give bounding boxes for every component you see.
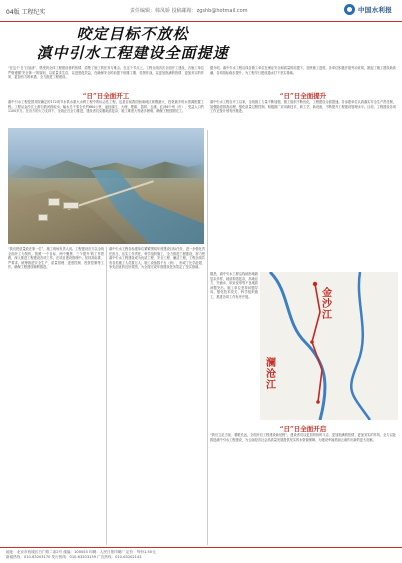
jinsha-river-label: 金沙江 xyxy=(322,288,332,321)
logo-text: 中国水利报 xyxy=(358,6,392,14)
lower-middle-column: 滇中引水工程各参建单位紧紧围绕年度建设目标任务，进一步强化责任担当，压实工作责任，科学组织施工，全力推进工程建设，努力把滇中引水工程建设成为优质工程、安全工程、廉洁工程。工程全线共有各类施工人员数万人，施工设备数千台（套），形成了比学赶超、争先创优的良好氛围，为全面完成年度建设任务奠定了坚实基础。 xyxy=(109,247,205,270)
section-1-text: 滇中引水工程是国务院确定的172项节水供水重大水利工程中的标志性工程，也是目前我国西南地区规模最大、投资最多的水资源配置工程。工程从金沙江上游石鼓河段取水，输水总干渠全长约664公里，途经丽江、大理、楚雄、昆明、玉溪、红河6个州（市），受益人口约1100多万。在各方的大力支持下，全线正在全力推进，建设者们克服地质复杂、施工难度大等诸多困难，确保工程按期完工。 xyxy=(8,100,204,114)
newspaper-logo xyxy=(344,4,392,15)
column-divider xyxy=(207,130,208,545)
headline xyxy=(20,25,245,63)
water-drop-icon xyxy=(344,4,355,15)
footer-text xyxy=(6,550,396,560)
section-title-1: “日”日全面开工 xyxy=(82,92,130,100)
intake-point-marker xyxy=(313,282,317,286)
site-building xyxy=(38,214,48,221)
site-building xyxy=(48,198,60,206)
editor-info: 责任编辑：韩凤娇 投稿邮箱：zgshb@hotmail.com xyxy=(130,8,248,14)
route-point-marker xyxy=(310,340,314,344)
footer-line-1: 地址：北京市西城区白广路二条2号 邮编：100053 印刷：人民日报印刷厂 定价：每份1.50元 xyxy=(6,550,156,554)
page-label: 04版 工程纪实 xyxy=(6,9,46,16)
footer-line-2: 新闻热线：010-63203170 发行热线：010-63203139 广告热线：010-63202143 xyxy=(6,555,142,559)
section-title-2: “日”日全面提升 xyxy=(279,92,327,100)
page-header xyxy=(0,0,402,22)
headline-line-2: 滇中引水工程建设全面提速 xyxy=(36,44,229,62)
lancang-river-label: 澜沧江 xyxy=(266,358,276,391)
section-3-text: “我们立足当前、着眼长远，全面开启工程建设新征程”。建设者们以更加昂扬的斗志、更加饱满的热情、更加务实的作风，全力以赴推进滇中引水工程建设，为云南经济社会高质量发展提供坚实的水资源保障，为建设幸福美丽云南作出新的更大贡献。 xyxy=(210,433,396,442)
section-title-3: “日”日全面开启 xyxy=(279,425,327,433)
construction-site-photo xyxy=(8,128,204,244)
headline-line-1: 咬定目标不放松 xyxy=(76,25,189,43)
section-2-text: 滇中引水工程自开工以来，全线施工力量不断加强，施工组织不断优化，工程建设全面提速。各参建单位认真落实安全生产责任制，加强隐患排查治理，强化质量过程控制，积极推广应用新技术、新工艺、新设备，不断提升工程建设管理水平。目前，工程建设各项工作正按计划有序推进。 xyxy=(210,100,396,114)
page-footer xyxy=(0,547,402,563)
right-top-paragraph: 据介绍，滇中引水工程沿线各施工单位在保证安全和质量的前提下，加快施工进度。各单位积极开展劳动竞赛，掀起了施工建设新高潮，各项指标稳步提升，为工程早日建成通水打下坚实基础。 xyxy=(210,66,396,75)
lower-left-column: “我们把质量放在第一位”，施工现场负责人说。工程建设各方以全线全面开工为契机，按照‘一个目标、两个聚焦、三个提升’的工作思路，深入推进工程建设各项工作。在项目建设管理中，坚持高标准、严要求，统筹推进安全生产、质量管理、进度控制、投资控制等工作，确保工程建设顺利推进。 xyxy=(8,247,104,270)
intro-paragraph: “在这个‘日’日加油”，感受到全体工程建设者的热情，清楚了施工的任务与难点。在这个节点上，工程全线首次全面开工建设，各施工单位严格遵循‘安全第一’的原则，以质量求生存，以进度促效益，在确保安全的前提下倒排工期、挂图作战，以更加饱满的热情、更加务实的作风、更加有力的举措，全力推进工程建设。 xyxy=(8,66,204,80)
column-divider xyxy=(106,247,107,545)
route-map xyxy=(260,272,398,420)
route-point-marker xyxy=(316,400,320,404)
site-building xyxy=(63,202,79,209)
photo-side-text: 据悉，滇中引水工程沿线地形地貌复杂多样，地质构造复杂，高地应力、突涌水、软岩变形等不良地质问题突出。施工单位坚持问题导向，强化技术攻关，科学组织施工，推进各项工作有序开展。 xyxy=(210,272,258,299)
